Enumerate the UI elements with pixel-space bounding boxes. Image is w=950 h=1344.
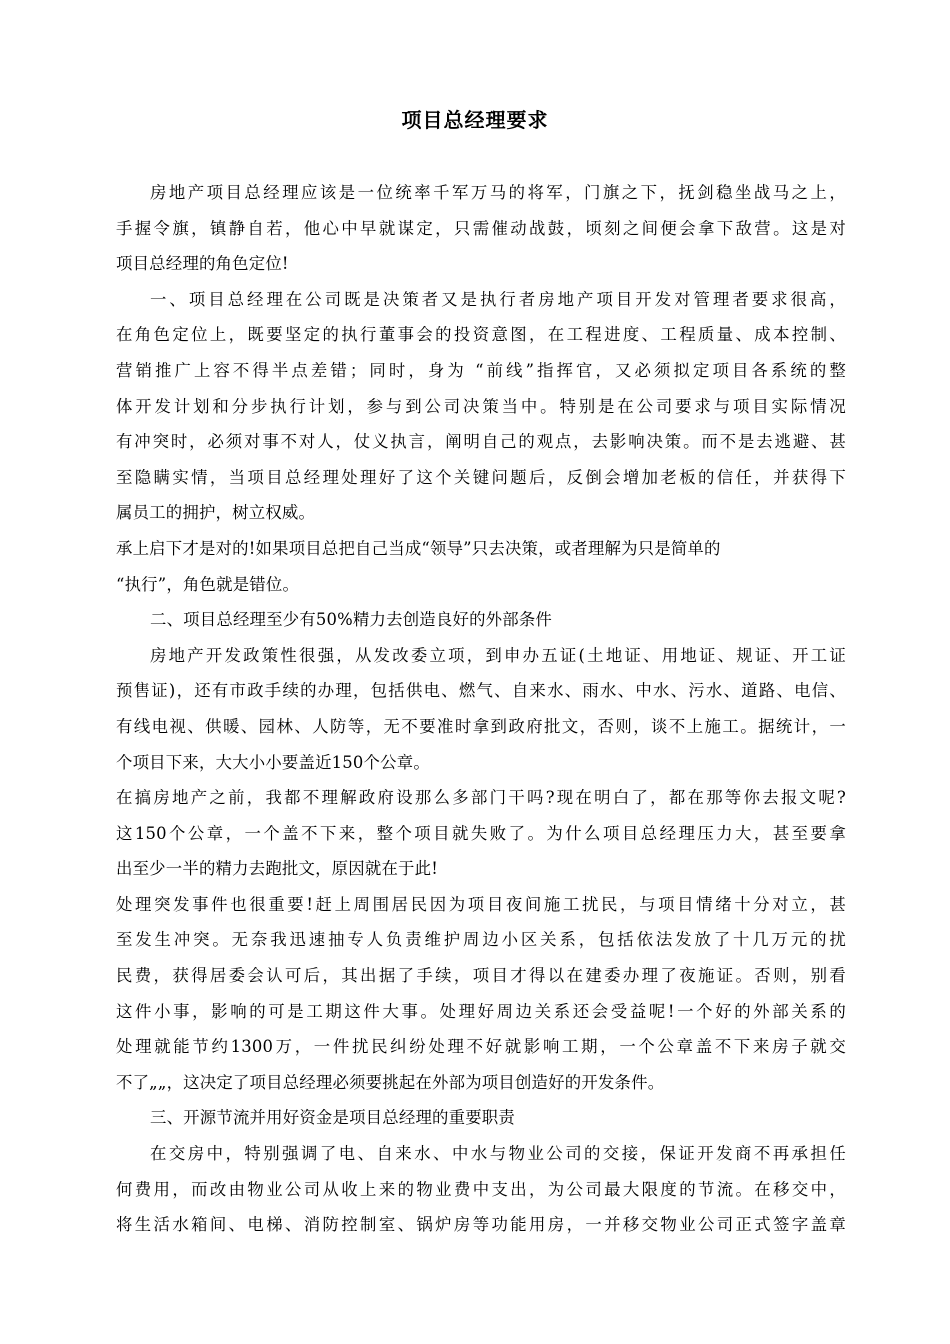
text-line: 二、项目总经理至少有50%精力去创造良好的外部条件: [150, 610, 553, 630]
text-line: 出至少一半的精力去跑批文，原因就在于此!: [116, 859, 439, 879]
text-line: 在搞房地产之前，我都不理解政府设那么多部门干吗?现在明白了，都在那等你去报文呢?: [116, 788, 846, 808]
text-line: 处理突发事件也很重要!赶上周围居民因为项目夜间施工扰民，与项目情绪十分对立，甚: [116, 894, 846, 914]
text-line: 房地产开发政策性很强，从发改委立项，到申办五证(土地证、用地证、规证、开工证: [150, 645, 846, 665]
text-line: 营销推广上容不得半点差错；同时，身为 “前线”指挥官，又必须拟定项目各系统的整: [116, 360, 846, 380]
text-line: 将生活水箱间、电梯、消防控制室、锅炉房等功能用房，一并移交物业公司正式签字盖章: [116, 1215, 846, 1235]
text-line: 在交房中，特别强调了电、自来水、中水与物业公司的交接，保证开发商不再承担任: [150, 1144, 846, 1164]
text-line: 承上启下才是对的!如果项目总把自己当成“领导”只去决策，或者理解为只是简单的: [116, 538, 721, 558]
text-line: 个项目下来，大大小小要盖近150个公章。: [116, 752, 430, 772]
text-line: 房地产项目总经理应该是一位统率千军万马的将军，门旗之下，抚剑稳坐战马之上，: [150, 183, 846, 202]
text-line: 手握令旗，镇静自若，他心中早就谋定，只需催动战鼓，顷刻之间便会拿下敌营。这是对: [116, 218, 846, 238]
text-line: 一、项目总经理在公司既是决策者又是执行者房地产项目开发对管理者要求很高，: [150, 289, 846, 309]
text-line: 这件小事，影响的可是工期这件大事。处理好周边关系还会受益呢!一个好的外部关系的: [116, 1001, 846, 1021]
text-line: 至隐瞒实情，当项目总经理处理好了这个关键问题后，反倒会增加老板的信任，并获得下: [116, 467, 846, 487]
text-line: 项目总经理的角色定位!: [116, 254, 289, 274]
text-line: 这150个公章，一个盖不下来，整个项目就失败了。为什么项目总经理压力大，甚至要拿: [116, 823, 846, 843]
text-line: 至发生冲突。无奈我迅速抽专人负责维护周边小区关系，包括依法发放了十几万元的扰: [116, 930, 846, 950]
text-line: 体开发计划和分步执行计划，参与到公司决策当中。特别是在公司要求与项目实际情况: [116, 396, 846, 416]
text-line: “执行”，角色就是错位。: [116, 574, 300, 594]
document-body: [116, 175, 846, 1243]
text-line: 何费用，而改由物业公司从收上来的物业费中支出，为公司最大限度的节流。在移交中，: [116, 1179, 846, 1199]
text-line: 属员工的拥护，树立权威。: [116, 503, 316, 523]
text-line: 处理就能节约1300万，一件扰民纠纷处理不好就影响工期，一个公章盖不下来房子就交: [116, 1037, 846, 1057]
text-line: 不了„„，这决定了项目总经理必须要挑起在外部为项目创造好的开发条件。: [116, 1072, 665, 1092]
document-title: 项目总经理要求: [401, 108, 549, 132]
text-line: 在角色定位上，既要坚定的执行董事会的投资意图，在工程进度、工程质量、成本控制、: [116, 325, 846, 345]
text-line: 预售证)，还有市政手续的办理，包括供电、燃气、自来水、雨水、中水、污水、道路、电信、: [116, 681, 846, 701]
text-line: 有线电视、供暖、园林、人防等，无不要准时拿到政府批文，否则，谈不上施工。据统计，一: [116, 716, 846, 736]
text-line: 三、开源节流并用好资金是项目总经理的重要职责: [150, 1108, 515, 1128]
text-line: 民费，获得居委会认可后，其出据了手续，项目才得以在建委办理了夜施证。否则，别看: [116, 966, 846, 986]
text-line: 有冲突时，必须对事不对人，仗义执言，阐明自己的观点，去影响决策。而不是去逃避、甚: [116, 432, 846, 452]
